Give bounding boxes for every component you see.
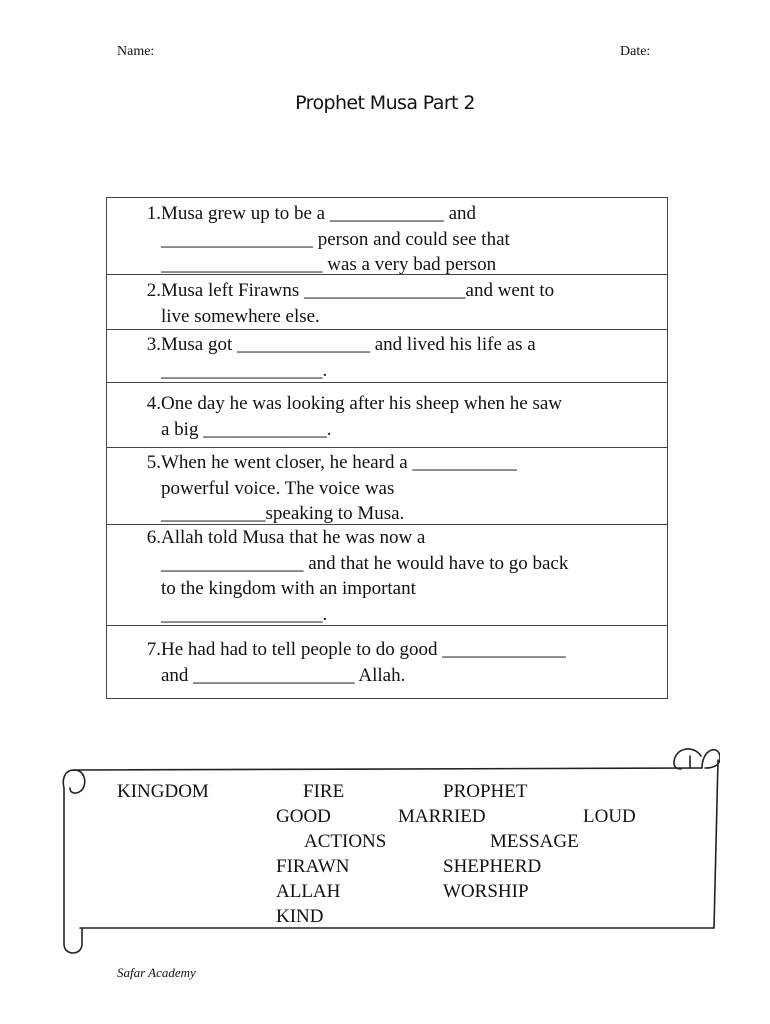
word-item: LOUD: [583, 806, 636, 827]
question-row: [107, 198, 667, 275]
word-item: ALLAH: [276, 881, 341, 902]
question-line: ________________ person and could see that: [161, 228, 510, 250]
question-2: [137, 278, 661, 329]
question-number: 4.: [146, 393, 161, 414]
footer-credit: Safar Academy: [117, 965, 196, 980]
question-row: [107, 330, 667, 383]
question-line: Musa got ______________ and lived his life as a: [161, 334, 536, 355]
question-number: 5.: [146, 452, 161, 473]
word-item: SHEPHERD: [443, 856, 542, 877]
question-line: ___________speaking to Musa.: [161, 503, 405, 524]
question-line: live somewhere else.: [161, 305, 320, 327]
question-line: He had had to tell people to do good _____________: [161, 639, 566, 660]
question-5: [137, 450, 661, 527]
word-item: KIND: [276, 906, 324, 927]
question-row: [107, 275, 667, 330]
word-item: MESSAGE: [490, 831, 579, 852]
question-6: [137, 525, 661, 627]
date-label: Date:: [620, 44, 651, 59]
question-7: [137, 637, 661, 688]
question-number: 1.: [146, 203, 161, 224]
word-item: MARRIED: [398, 806, 486, 827]
question-row: [107, 525, 667, 626]
word-item: GOOD: [276, 806, 331, 827]
question-table: [106, 197, 668, 699]
question-row: [107, 626, 667, 698]
question-line: _________________.: [161, 603, 328, 625]
question-row: [107, 448, 667, 525]
question-line: Musa left Firawns _________________and went to: [161, 280, 555, 301]
question-line: _________________.: [161, 359, 328, 381]
question-line: _________________ was a very bad person: [161, 254, 497, 275]
question-line: Musa grew up to be a ____________ and: [161, 203, 477, 224]
question-line: powerful voice. The voice was: [161, 477, 395, 499]
word-item: FIRE: [303, 781, 345, 802]
word-item: FIRAWN: [276, 856, 350, 877]
question-1: [137, 201, 661, 278]
question-line: a big _____________.: [161, 418, 332, 440]
question-4: [137, 391, 661, 442]
scroll-outline: [60, 738, 720, 958]
question-line: _______________ and that he would have to go back: [161, 552, 569, 574]
page-title: Prophet Musa Part 2: [295, 92, 475, 114]
question-line: and _________________ Allah.: [161, 664, 406, 686]
question-3: [137, 332, 661, 383]
word-item: WORSHIP: [443, 881, 529, 902]
question-number: 3.: [146, 334, 161, 355]
question-line: Allah told Musa that he was now a: [161, 527, 426, 548]
question-row: [107, 383, 667, 448]
question-number: 2.: [146, 280, 161, 301]
question-line: When he went closer, he heard a ___________: [161, 452, 517, 473]
question-number: 7.: [146, 639, 161, 660]
question-line: to the kingdom with an important: [161, 578, 416, 599]
word-item: PROPHET: [443, 781, 528, 802]
word-item: KINGDOM: [117, 781, 209, 802]
word-bank-scroll: [60, 738, 720, 958]
question-number: 6.: [146, 527, 161, 548]
word-item: ACTIONS: [304, 831, 387, 852]
name-label: Name:: [117, 44, 155, 59]
question-line: One day he was looking after his sheep when he saw: [161, 393, 562, 414]
